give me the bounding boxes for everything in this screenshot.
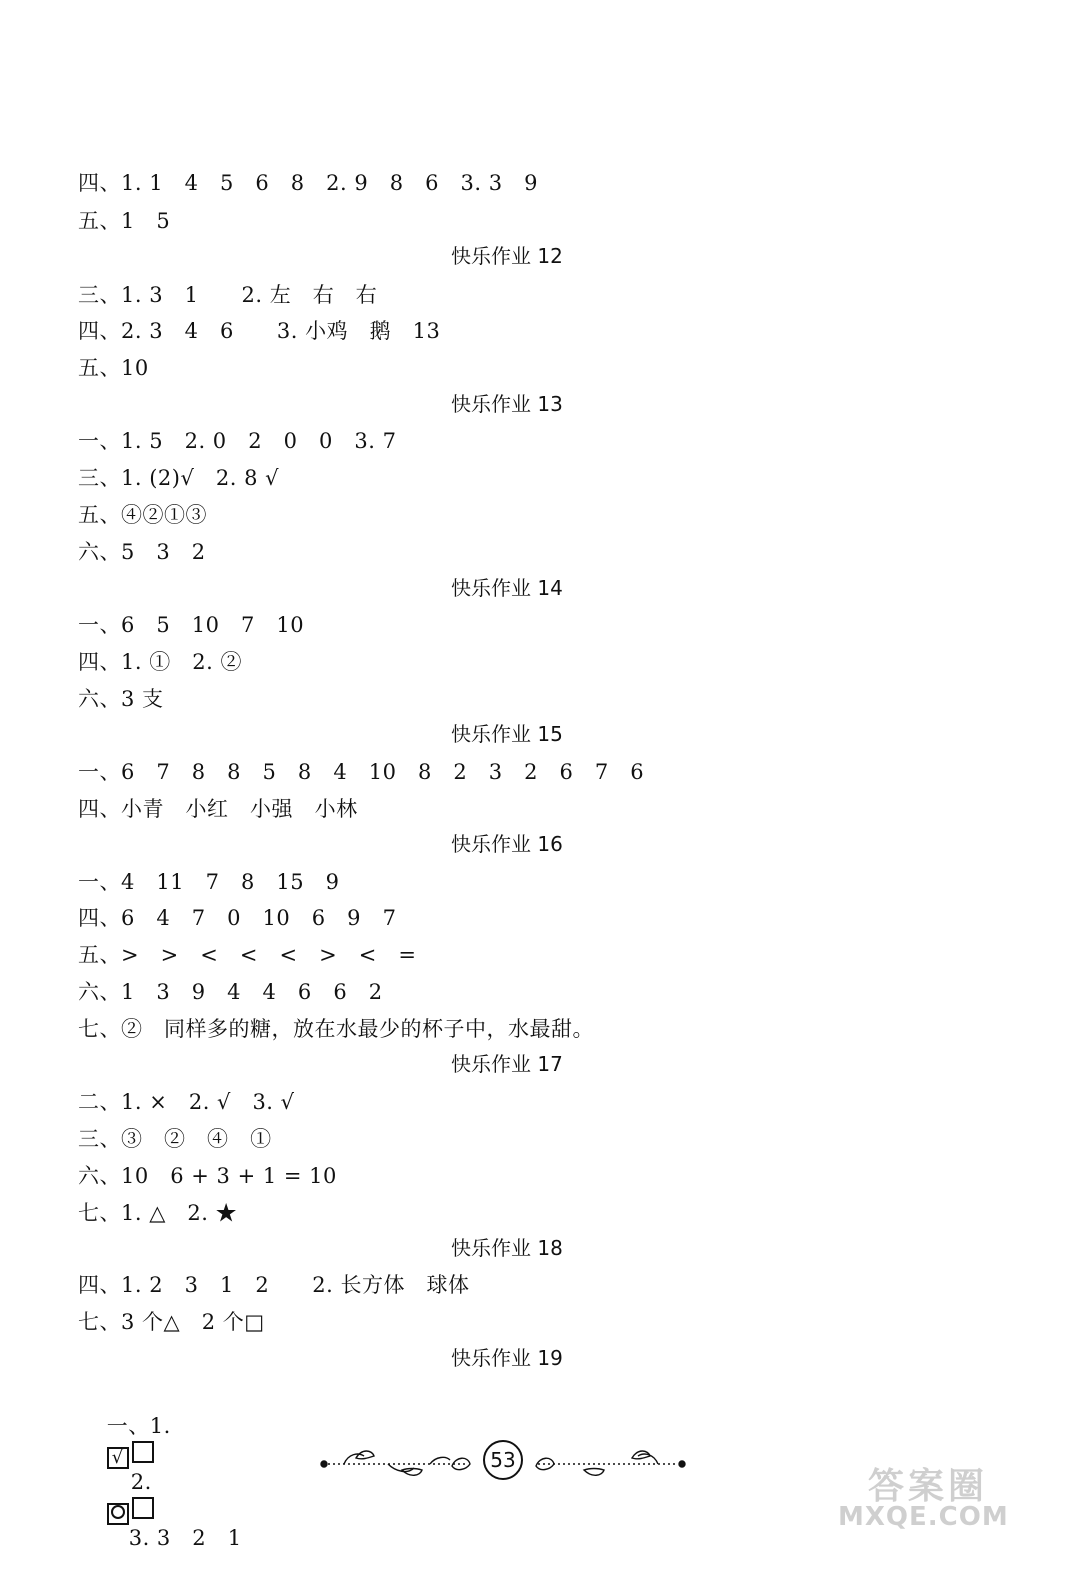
answer-prefix: 一、1. <box>106 1414 171 1438</box>
section-heading-12: 快乐作业 12 <box>451 244 563 268</box>
empty-box <box>132 1441 154 1463</box>
section-heading-15: 快乐作业 15 <box>451 722 563 746</box>
section-heading-18: 快乐作业 18 <box>451 1236 563 1260</box>
answer-line: 四、1. 2 3 1 2 2. 长方体 球体 <box>78 1273 470 1297</box>
section-heading-14: 快乐作业 14 <box>451 576 563 600</box>
answer-line: 四、1. 1 4 5 6 8 2. 9 8 6 3. 3 9 <box>78 171 538 195</box>
answer-line: 七、3 个△ 2 个□ <box>78 1310 265 1334</box>
page-number: 53 <box>483 1440 523 1480</box>
answer-line: 一、1. 5 2. 0 2 0 0 3. 7 <box>78 429 397 453</box>
answer-line: 四、小青 小红 小强 小林 <box>78 797 358 821</box>
section-heading-13: 快乐作业 13 <box>451 392 563 416</box>
answer-line: 一、6 7 8 8 5 8 4 10 8 2 3 2 6 7 6 <box>78 760 645 784</box>
circle-icon <box>111 1505 125 1519</box>
watermark-logo <box>838 1458 1066 1536</box>
circle-box <box>107 1503 129 1525</box>
watermark-url: MXQE.COM <box>838 1502 1009 1532</box>
empty-box <box>132 1497 154 1519</box>
answer-line: 一、6 5 10 7 10 <box>78 613 305 637</box>
answer-line: 七、1. △ 2. ★ <box>78 1201 238 1225</box>
answer-line: 四、1. ① 2. ② <box>78 650 242 674</box>
answer-line: 五、> > < < < > < = <box>78 943 417 967</box>
answer-line: 六、1 3 9 4 4 6 6 2 <box>78 980 383 1004</box>
section-heading-17: 快乐作业 17 <box>451 1052 563 1076</box>
watermark-text: 答案圈 <box>868 1466 989 1507</box>
answer-line: 二、1. × 2. √ 3. √ <box>78 1090 295 1114</box>
answer-line: 四、6 4 7 0 10 6 9 7 <box>78 906 397 930</box>
answer-line: 四、2. 3 4 6 3. 小鸡 鹅 13 <box>78 319 441 343</box>
answer-line: 六、3 支 <box>78 687 164 711</box>
answer-tail: 3. 3 2 1 <box>128 1526 242 1550</box>
answer-line: 三、③ ② ④ ① <box>78 1127 272 1151</box>
answer-line: 三、1. (2)√ 2. 8 √ <box>78 466 279 490</box>
section-heading-16: 快乐作业 16 <box>451 832 563 856</box>
answer-line: 六、5 3 2 <box>78 540 206 564</box>
answer-label: 2. <box>130 1470 152 1494</box>
page-footer <box>318 1436 688 1496</box>
answer-line: 五、10 <box>78 356 149 380</box>
answer-line: 七、② 同样多的糖，放在水最少的杯子中，水最甜。 <box>78 1017 595 1041</box>
answer-line: 六、10 6 + 3 + 1 = 10 <box>78 1164 337 1188</box>
answer-line: 三、1. 3 1 2. 左 右 右 <box>78 283 378 307</box>
answer-line: 五、1 5 <box>78 209 171 233</box>
section-heading-19: 快乐作业 19 <box>451 1346 563 1370</box>
checked-box: √ <box>107 1447 129 1469</box>
answer-line: 五、④②①③ <box>78 503 207 527</box>
answer-line-boxes <box>78 1387 242 1577</box>
answer-line: 一、4 11 7 8 15 9 <box>78 870 340 894</box>
